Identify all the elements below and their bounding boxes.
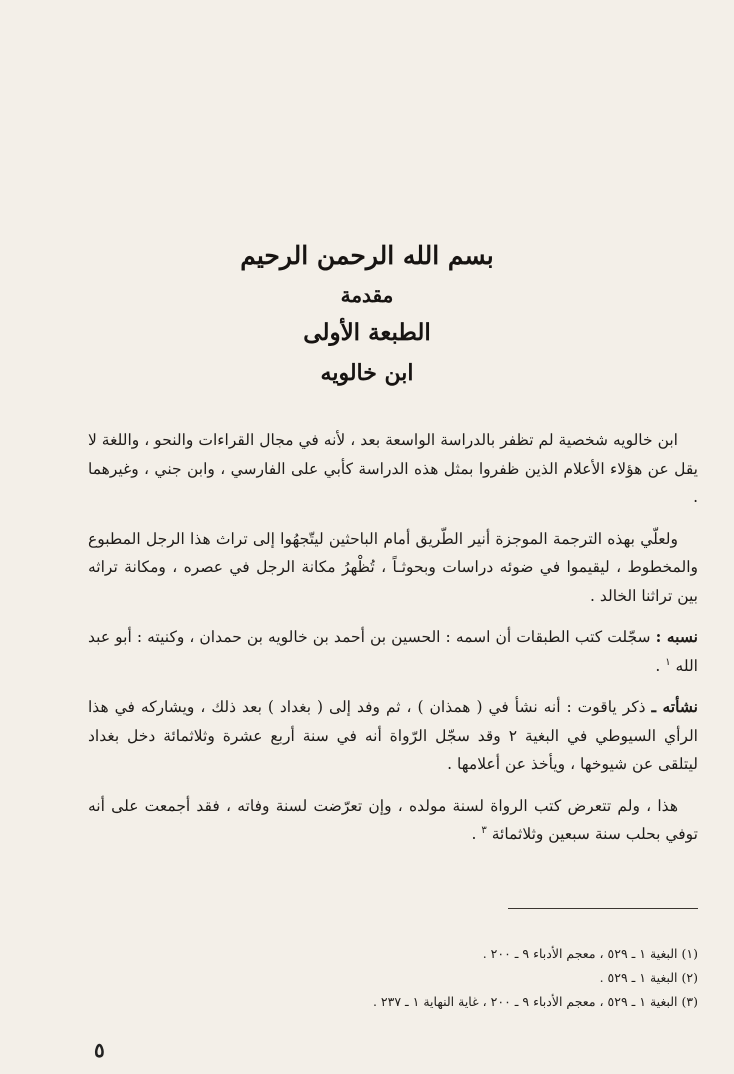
paragraph-text: سجّلت كتب الطبقات أن اسمه : الحسين بن أحمد بن خالويه بن حمدان ، وكنيته : أبو عبد الله (88, 628, 698, 675)
footnote-2: (٢) البغية ١ ـ ٥٢٩ . (599, 970, 698, 985)
edition-heading: الطبعة الأولى (303, 319, 431, 346)
paragraph-intro (88, 426, 698, 512)
footnotes (200, 942, 698, 1014)
footnote-reference[interactable]: ٣ (481, 824, 487, 836)
paragraph-text: ذكر ياقوت : أنه نشأ في ( همذان ) ، ثم وفد إلى ( بغداد ) بعد ذلك ، ويشاركه في هذا الرأي السيوطي في البغية ٢ وقد سجّل الرّواة أنه في سنة أربع عشرة وثلاثمائة دخل بغداد ليتلقى عن شيوخها ، ويأخذ عن أعلامها . (88, 698, 698, 773)
page-number: ٥ (94, 1038, 105, 1062)
introduction-heading: مقدمة (340, 283, 394, 307)
footnote-3: (٣) البغية ١ ـ ٥٢٩ ، معجم الأدباء ٩ ـ ٢٠٠ ، غاية النهاية ١ ـ ٢٣٧ . (372, 994, 698, 1009)
paragraph-purpose (88, 525, 698, 611)
paragraph-upbringing (88, 693, 698, 779)
footnote-divider (508, 908, 698, 909)
paragraph-text: ابن خالويه شخصية لم تظفر بالدراسة الواسعة بعد ، لأنه في مجال القراءات والنحو ، واللغة لا يقل عن هؤلاء الأعلام الذين ظفروا بمثل هذه الدراسة كأبي على الفارسي ، وابن جني ، وغيرهما . (88, 431, 698, 506)
basmala-heading: بسم الله الرحمن الرحيم (240, 241, 494, 270)
subject-heading: ابن خالويه (320, 360, 414, 386)
main-text (88, 426, 698, 862)
paragraph-death: هذا ، ولم تتعرض كتب الرواة لسنة مولده ، وإن تعرّضت لسنة وفاته ، فقد أجمعت على أنه توفي بحلب سنة سبعين وثلاثمائة $^٣$ . (88, 796, 698, 843)
paragraph-lineage: نسبه : سجّلت كتب الطبقات أن اسمه : الحسين بن أحمد بن خالويه بن حمدان ، وكنيته : أبو عبد الله $^١$ . (88, 627, 698, 675)
paragraph-text: ولعلّي بهذه الترجمة الموجزة أنير الطّريق أمام الباحثين ليتّجهُوا إلى تراث هذا الرجل المطبوع والمخطوط ، ليقيموا في ضوئه دراسات وبحوثـاً ، تُظْهرُ مكانة الرجل في عصره ، ومكانة تراثه بين تراثنا الخالد . (88, 529, 698, 605)
headings-block (0, 235, 734, 393)
footnote-reference[interactable]: ١ (665, 656, 671, 668)
footnote-1: (١) البغية ١ ـ ٥٢٩ ، معجم الأدباء ٩ ـ ٢٠٠ . (482, 946, 698, 961)
paragraph-text: هذا ، ولم تتعرض كتب الرواة لسنة مولده ، وإن تعرّضت لسنة وفاته ، فقد أجمعت على أنه توفي بحلب سنة سبعين وثلاثمائة (88, 796, 698, 843)
section-lead-lineage: نسبه : (655, 627, 698, 646)
section-lead-upbringing: نشأته ـ (651, 697, 698, 716)
